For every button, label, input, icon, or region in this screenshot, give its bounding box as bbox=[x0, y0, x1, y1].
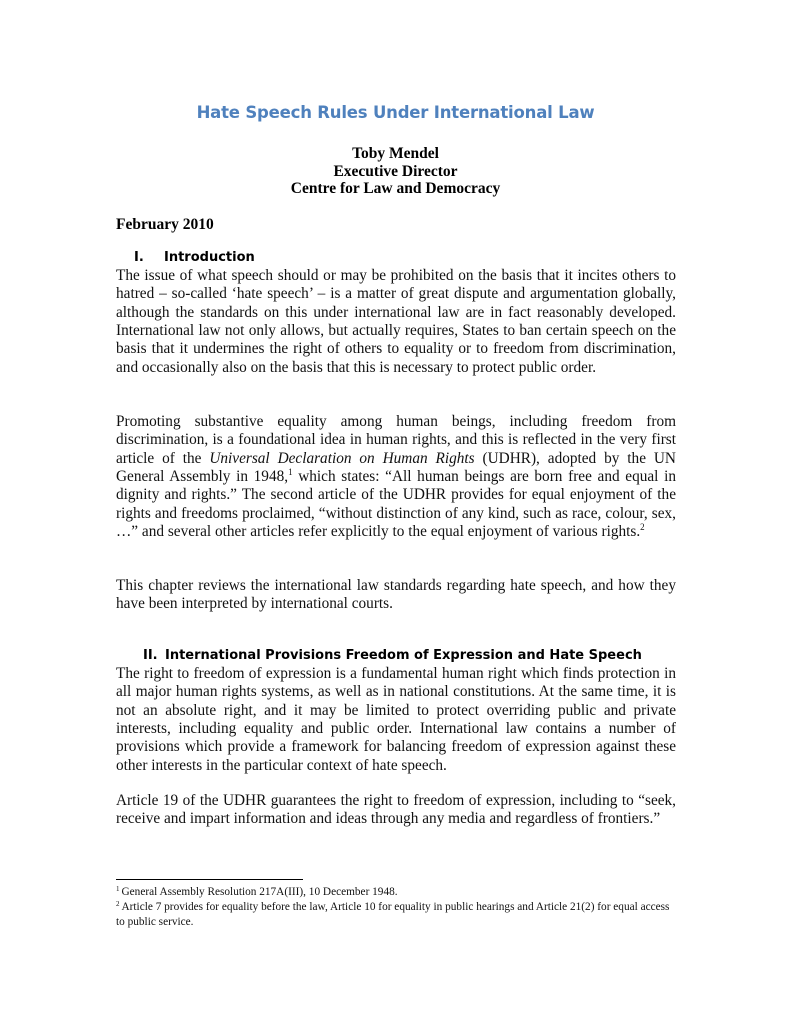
author-organization: Centre for Law and Democracy bbox=[290, 180, 501, 197]
author-name: Toby Mendel bbox=[352, 145, 439, 162]
paragraph-provisions-2 bbox=[116, 792, 676, 829]
section-title: Introduction bbox=[164, 250, 255, 265]
paragraph-intro-2 bbox=[116, 413, 676, 541]
paragraph-text: The right to freedom of expression is a fundamental human right which finds protection in all major human rights systems, as well as in national constitutions. At the same time, it is not an absolute right, and it may be limited to protect overriding public and private interests, including equality and public order. International law contains a number of provisions which provide a framework for balancing freedom of expression against these other interests in the particular context of hate speech. bbox=[116, 665, 676, 774]
text-run: which states: “All human beings are born free and equal in dignity and rights.” The second article of the UDHR provides for equal enjoyment of the rights and freedoms proclaimed, “without distinction of any kind, such as race, colour, sex, …” and several other articles refer explicitly to the equal enjoyment of various rights. bbox=[116, 468, 676, 541]
paragraph-intro-3 bbox=[116, 577, 676, 614]
footnote-ref-2[interactable]: 2 bbox=[640, 522, 645, 533]
author-role: Executive Director bbox=[333, 162, 458, 180]
paragraph-text: This chapter reviews the international law standards regarding hate speech, and how they have been interpreted by international courts. bbox=[116, 577, 676, 613]
text-run: Promoting substantive equality among human beings, including freedom from discrimination, is a foundational idea in human rights, and this is reflected in the very first article of the bbox=[116, 413, 676, 467]
section-number: II. bbox=[143, 648, 158, 663]
footnote-text: General Assembly Resolution 217A(III), 10 December 1948. bbox=[121, 886, 398, 898]
paragraph-text bbox=[116, 413, 676, 541]
section-heading-introduction bbox=[134, 250, 255, 265]
author-block bbox=[0, 145, 791, 198]
udhr-title-italic: Universal Declaration on Human Rights bbox=[209, 449, 475, 467]
section-number: I. bbox=[134, 250, 144, 265]
footnote-separator bbox=[116, 879, 303, 880]
footnote-ref-1[interactable]: 1 bbox=[288, 467, 293, 478]
footnote-marker: 1 bbox=[116, 885, 120, 893]
footnote-2 bbox=[116, 900, 676, 930]
section-heading-international-provisions bbox=[143, 648, 642, 663]
paragraph-text: Article 19 of the UDHR guarantees the right to freedom of expression, including to “seek, receive and impart information and ideas through any media and regardless of frontiers.” bbox=[116, 792, 676, 828]
footnote-1 bbox=[116, 885, 676, 900]
section-title: International Provisions Freedom of Expression and Hate Speech bbox=[165, 648, 642, 663]
paragraph-intro-1 bbox=[116, 267, 676, 377]
footnotes bbox=[116, 885, 676, 929]
footnote-text: Article 7 provides for equality before the law, Article 10 for equality in public hearings and Article 21(2) for equal access to public service. bbox=[116, 900, 670, 928]
text-run: (UDHR), adopted by the UN General Assembly in 1948, bbox=[116, 449, 676, 486]
paragraph-provisions-1 bbox=[116, 665, 676, 775]
document-title: Hate Speech Rules Under International Law bbox=[196, 103, 595, 122]
footnote-marker: 2 bbox=[116, 899, 120, 908]
paragraph-text: The issue of what speech should or may be prohibited on the basis that it incites others to hatred – so-called ‘hate speech’ – is a matter of great dispute and argumentation globally, although the standards on this under international law are in fact reasonably developed. International law not only allows, but actually requires, States to ban certain speech on the basis that it undermines the right of others to equality or to freedom from discrimination, and occasionally also on the basis that this is necessary to protect public order. bbox=[116, 267, 676, 376]
document-date: February 2010 bbox=[116, 216, 214, 233]
